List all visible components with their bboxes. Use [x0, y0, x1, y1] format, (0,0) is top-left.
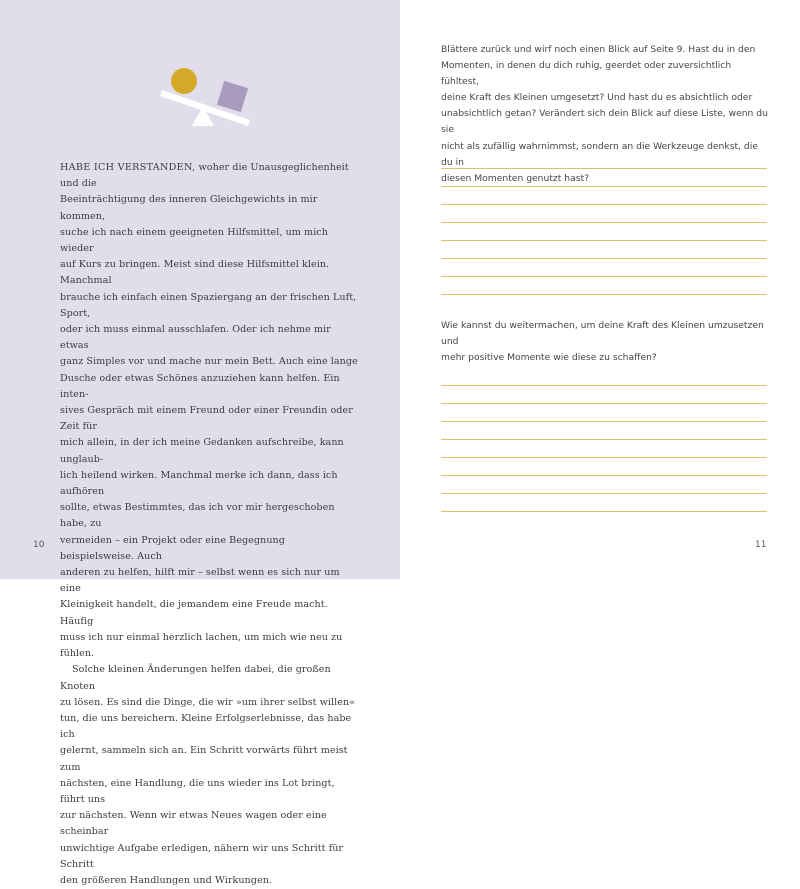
text-line: oder ich muss einmal ausschlafen. Oder ich nehme mir etwas — [60, 324, 331, 352]
text-line: nicht als zufällig wahrnimmst, sondern an die Werkzeuge denkst, die du in — [441, 140, 758, 168]
text-line: sives Gespräch mit einem Freund oder einer Freundin oder Zeit für — [60, 405, 353, 433]
text-line: auf Kurs zu bringen. Meist sind diese Hilfsmittel klein. Manchmal — [60, 259, 330, 287]
text-line: anderen zu helfen, hilft mir – selbst wenn es sich nur um eine — [60, 567, 340, 595]
text-line: lich heilend wirken. Manchmal merke ich dann, dass ich aufhören — [60, 469, 338, 498]
writing-line[interactable] — [441, 258, 767, 259]
left-page — [0, 0, 400, 886]
text-line: ganz Simples vor und mache nur mein Bett. Auch eine lange — [60, 356, 358, 368]
writing-line[interactable] — [441, 493, 767, 494]
text-line: woher die Unausgeglichenheit und die — [60, 162, 349, 190]
text-line: muss ich nur einmal herzlich lachen, um mich wie neu zu fühlen. — [60, 631, 343, 660]
text-line: Solche kleinen Änderungen helfen dabei, die großen Knoten — [60, 664, 331, 692]
writing-line[interactable] — [441, 403, 767, 404]
text-line: brauche ich einfach einen Spaziergang an der frischen Luft, Sport, — [60, 291, 357, 319]
writing-line[interactable] — [441, 240, 767, 241]
text-line: suche ich nach einem geeigneten Hilfsmittel, um mich wieder — [60, 226, 328, 255]
text-line: Beeinträchtigung des inneren Gleichgewichts in mir kommen, — [60, 194, 318, 222]
text-line: zu lösen. Es sind die Dinge, die wir »um ihrer selbst willen« — [60, 696, 356, 708]
writing-line[interactable] — [441, 276, 767, 277]
text-line: Wie kannst du weitermachen, um deine Kraft des Kleinen umzusetzen und — [441, 320, 764, 348]
writing-line[interactable] — [441, 222, 767, 223]
text-line: Momenten, in denen du dich ruhig, geerdet oder zuversichtlich fühltest, — [441, 60, 732, 88]
text-line: unabsichtlich getan? Verändert sich dein Blick auf diese Liste, wenn du sie — [441, 108, 768, 136]
scale-circle-weight — [171, 68, 197, 94]
writing-line[interactable] — [441, 204, 767, 205]
text-line: Kleinigkeit handelt, die jemandem eine Freude macht. Häufig — [60, 599, 328, 627]
text-line: zur nächsten. Wenn wir etwas Neues wagen oder eine scheinbar — [60, 810, 327, 838]
text-line: den größeren Handlungen und Wirkungen. — [60, 874, 273, 886]
page-number: 11 — [755, 540, 767, 550]
lead-in: HABE ICH VERSTANDEN, — [60, 162, 196, 173]
text-line: Blättere zurück und wirf noch einen Blick auf Seite 9. Hast du in den — [441, 44, 756, 55]
balance-scale-icon — [160, 62, 252, 132]
writing-line[interactable] — [441, 294, 767, 295]
writing-line[interactable] — [441, 457, 767, 458]
paragraph — [60, 160, 360, 662]
text-line: unwichtige Aufgabe erledigen, nähern wir uns Schritt für Schritt — [60, 842, 344, 870]
writing-line[interactable] — [441, 385, 767, 386]
writing-line[interactable] — [441, 475, 767, 476]
text-line: mehr positive Momente wie diese zu schaffen? — [441, 352, 657, 364]
scale-square-weight — [217, 81, 248, 112]
text-line: deine Kraft des Kleinen umgesetzt? Und hast du es absichtlich oder — [441, 92, 753, 104]
question-prompt — [441, 318, 771, 366]
text-line: Dusche oder etwas Schönes anzuziehen kann helfen. Ein inten- — [60, 372, 340, 400]
text-line: mich allein, in der ich meine Gedanken aufschreibe, kann unglaub- — [60, 437, 344, 465]
text-line: diesen Momenten genutzt hast? — [441, 172, 589, 184]
writing-line[interactable] — [441, 421, 767, 422]
body-text — [60, 160, 360, 889]
paragraph — [60, 662, 360, 889]
page-number: 10 — [33, 540, 45, 550]
text-line: gelernt, sammeln sich an. Ein Schritt vorwärts führt meist zum — [60, 745, 348, 773]
text-line: tun, die uns bereichern. Kleine Erfolgserlebnisse, das habe ich — [60, 712, 352, 741]
text-line: vermeiden – ein Projekt oder eine Begegnung beispielsweise. Auch — [60, 534, 285, 562]
writing-line[interactable] — [441, 168, 767, 169]
text-line: nächsten, eine Handlung, die uns wieder ins Lot bringt, führt uns — [60, 777, 335, 805]
writing-line[interactable] — [441, 511, 767, 512]
writing-line[interactable] — [441, 186, 767, 187]
text-line: sollte, etwas Bestimmtes, das ich vor mir hergeschoben habe, zu — [60, 502, 335, 530]
writing-line[interactable] — [441, 439, 767, 440]
question-prompt — [441, 42, 771, 187]
